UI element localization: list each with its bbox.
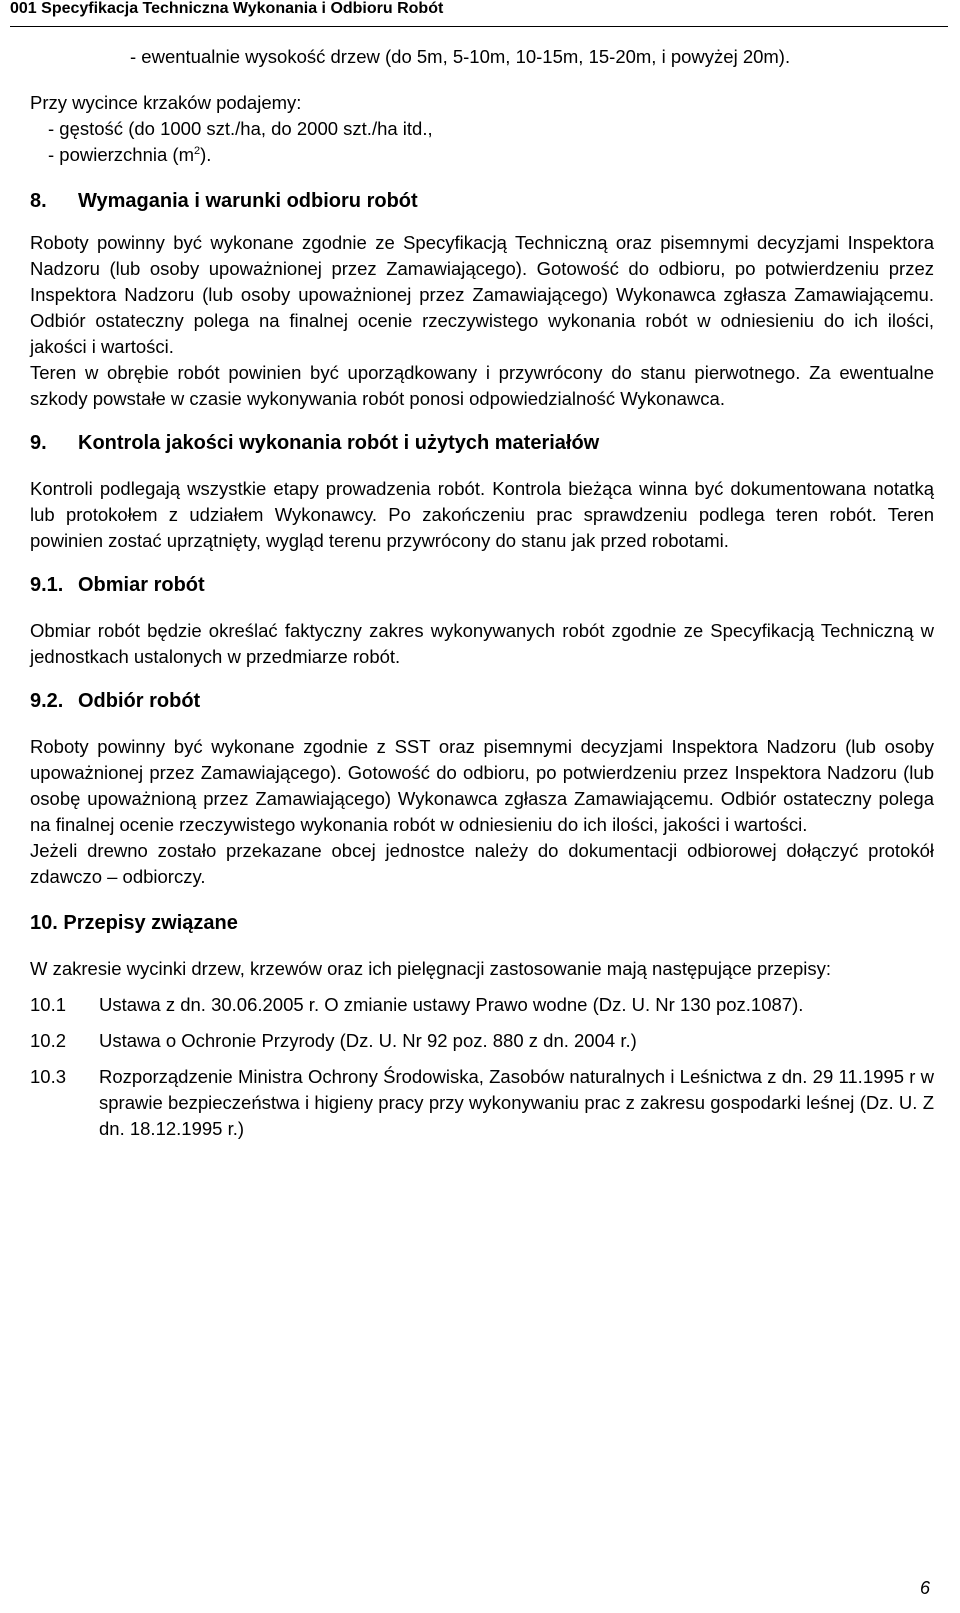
reference-text: Rozporządzenie Ministra Ochrony Środowiska, Zasobów naturalnych i Leśnictwa z dn. 29 11.1995 r w sprawie bezpieczeństwa i higieny pracy przy wykonywaniu prac z zakresu gospodarki leśnej (Dz. U. Z dn. 18.12.1995 r.) xyxy=(99,1066,934,1139)
section-8-paragraph: Roboty powinny być wykonane zgodnie ze Specyfikacją Techniczną oraz pisemnymi decyzjami Inspektora Nadzoru (lub osoby upoważnionej przez Zamawiającego). Gotowość do odbioru, po potwierdzeniu przez Inspektora Nadzoru (lub osoby upoważnionej przez Zamawiającego) Wykonawca zgłasza Zamawiającemu. Odbiór ostateczny polega na finalnej ocenie rzeczywistego wykonania robót w odniesieniu do ich ilości, jakości i wartości. xyxy=(30,232,934,357)
section-9-paragraph: Kontroli podlegają wszystkie etapy prowadzenia robót. Kontrola bieżąca winna być dokumentowana notatką lub protokołem z udziałem Wykonawcy. Po zakończeniu prac sprawdzeniu podlega teren robót. Teren powinien zostać uprzątnięty, wygląd terenu przywrócony do stanu jak przed robotami. xyxy=(30,478,934,551)
reference-item xyxy=(30,1064,934,1142)
reference-text: Ustawa o Ochronie Przyrody (Dz. U. Nr 92 poz. 880 z dn. 2004 r.) xyxy=(99,1030,637,1051)
section-9-2-number: 9.2. xyxy=(30,690,64,712)
section-9-2-paragraph: Roboty powinny być wykonane zgodnie z SST oraz pisemnymi decyzjami Inspektora Nadzoru (lub osoby upoważnionej przez Zamawiającego). Gotowość do odbioru, po potwierdzeniu przez Inspektora Nadzoru (lub osobę upoważnioną przez Zamawiającego) Wykonawca zgłasza Zamawiającemu. Odbiór ostateczny polega na finalnej ocenie rzeczywistego wykonania robót w odniesieniu do ich ilości, jakości i wartości. xyxy=(30,736,934,835)
section-9-2-paragraph-2: Jeżeli drewno zostało przekazane obcej jednostce należy do dokumentacji odbiorowej dołączyć protokół zdawczo – odbiorczy. xyxy=(30,840,934,887)
page-number: 6 xyxy=(919,1578,930,1598)
section-9-1-heading xyxy=(30,572,934,598)
reference-number: 10.3 xyxy=(30,1066,67,1087)
section-9-2-title: Odbiór robót xyxy=(78,690,201,712)
reference-text: Ustawa z dn. 30.06.2005 r. O zmianie ustawy Prawo wodne (Dz. U. Nr 130 poz.1087). xyxy=(99,994,804,1015)
reference-item xyxy=(30,992,934,1018)
reference-item xyxy=(30,1028,934,1054)
section-9-1-title: Obmiar robót xyxy=(78,574,205,596)
section-9-1-paragraph: Obmiar robót będzie określać faktyczny zakres wykonywanych robót zgodnie ze Specyfikacją Techniczną w jednostkach ustalonych w przedmiarze robót. xyxy=(30,620,934,667)
reference-number: 10.1 xyxy=(30,994,67,1015)
shrubs-area-sup: 2 xyxy=(194,145,201,157)
shrubs-area-post: ). xyxy=(200,144,212,165)
trees-height-line: - ewentualnie wysokość drzew (do 5m, 5-10m, 10-15m, 15-20m, i powyżej 20m). xyxy=(130,46,791,67)
header-title: 001 Specyfikacja Techniczna Wykonania i Odbioru Robót xyxy=(10,0,444,17)
page-header xyxy=(10,0,948,27)
section-10-heading xyxy=(30,910,934,936)
shrubs-density: - gęstość (do 1000 szt./ha, do 2000 szt./ha itd., xyxy=(48,118,433,139)
page-content xyxy=(30,44,934,1142)
section-9-2-heading xyxy=(30,688,934,714)
section-10-intro: W zakresie wycinki drzew, krzewów oraz ich pielęgnacji zastosowanie mają następujące przepisy: xyxy=(30,958,831,979)
shrubs-intro: Przy wycince krzaków podajemy: xyxy=(30,92,302,113)
section-9-heading xyxy=(30,430,934,456)
section-9-1-number: 9.1. xyxy=(30,574,64,596)
section-9-number: 9. xyxy=(30,432,47,454)
section-8-heading xyxy=(30,188,934,214)
section-8-number: 8. xyxy=(30,190,47,212)
reference-number: 10.2 xyxy=(30,1030,67,1051)
section-8-title: Wymagania i warunki odbioru robót xyxy=(78,190,418,212)
shrubs-area xyxy=(30,142,934,168)
section-9-title: Kontrola jakości wykonania robót i użytych materiałów xyxy=(78,432,600,454)
shrubs-area-pre: - powierzchnia (m xyxy=(48,144,194,165)
section-8-paragraph-2: Teren w obrębie robót powinien być uporządkowany i przywrócony do stanu pierwotnego. Za ewentualne szkody powstałe w czasie wykonywania robót ponosi odpowiedzialność Wykonawca. xyxy=(30,362,934,409)
section-10-title: 10. Przepisy związane xyxy=(30,912,238,934)
